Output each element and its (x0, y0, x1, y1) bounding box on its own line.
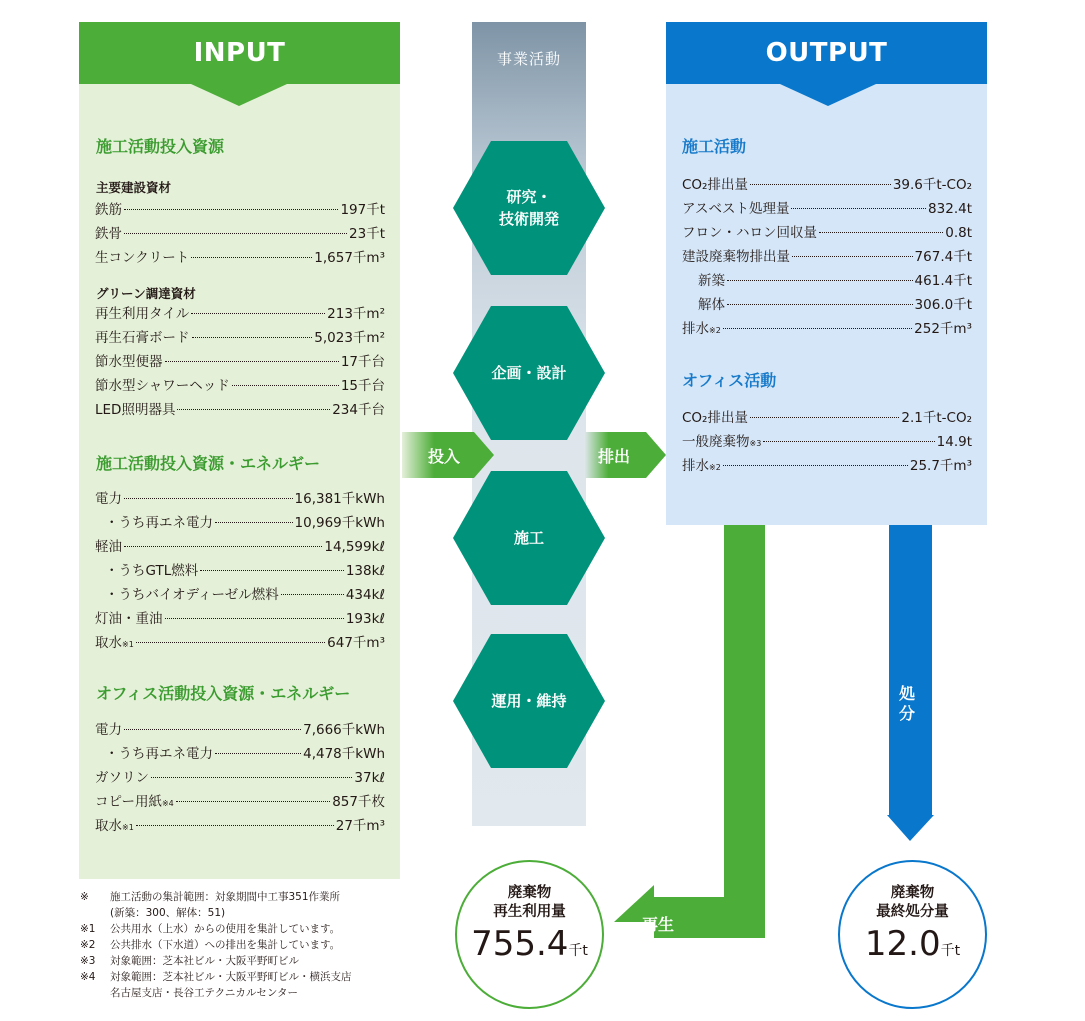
row-label: 鉄筋 (95, 202, 122, 218)
footnote-text: 公共用水（上水）からの使用を集計しています。 (110, 923, 341, 935)
data-row (105, 561, 385, 581)
row-label: ・うちバイオディーゼル燃料 (105, 587, 279, 603)
row-label: 取水 (95, 818, 122, 834)
stage-hexagon (453, 471, 605, 605)
input-arrow-label: 投入 (428, 447, 461, 466)
row-label: CO₂排出量 (682, 177, 748, 193)
row-label: 一般廃棄物 (682, 434, 750, 450)
row-value: 197千t (340, 202, 385, 218)
row-value: 5,023千m² (314, 330, 385, 346)
output-header-pointer (780, 84, 876, 106)
stage-hexagon (453, 306, 605, 440)
row-value: 23千t (349, 226, 385, 242)
data-row (95, 720, 385, 740)
row-value: 138kℓ (345, 563, 385, 579)
dot-leader (200, 570, 344, 571)
data-row: コピー用紙 ※4 857千枚 (95, 794, 385, 810)
row-label: LED照明器具 (95, 402, 176, 418)
dot-leader (281, 594, 344, 595)
disposal-amount-circle (838, 860, 987, 1009)
row-label: ・うち再エネ電力 (105, 515, 213, 531)
recycle-circle-unit: 千t (568, 943, 588, 959)
dot-leader (232, 385, 339, 386)
main-materials-title: 主要建設資材 (96, 180, 172, 195)
footnote-mark: ※ (80, 891, 89, 903)
dot-leader (192, 337, 313, 338)
dot-leader (727, 280, 913, 281)
output-header: OUTPUT (666, 22, 987, 84)
office-energy-title: オフィス活動投入資源・エネルギー (96, 684, 351, 703)
row-label: 建設廃棄物排出量 (682, 249, 790, 265)
row-value: 37kℓ (354, 770, 385, 786)
row-label: コピー用紙 (95, 794, 162, 810)
row-label: 軽油 (95, 539, 122, 555)
data-row: 排水 ※2 25.7千m³ (682, 458, 972, 474)
row-label: 排水 (682, 321, 709, 337)
recycle-flow (614, 525, 774, 945)
footnote (80, 938, 340, 953)
row-label: 新築 (698, 273, 725, 289)
data-row (95, 537, 385, 557)
data-row: 一般廃棄物 ※3 14.9t (682, 434, 972, 450)
row-value: 16,381千kWh (294, 491, 385, 507)
data-row (95, 328, 385, 348)
row-value: 252千m³ (914, 321, 972, 337)
dot-leader (723, 328, 912, 329)
data-row (682, 408, 972, 428)
row-value: 39.6千t-CO₂ (892, 177, 972, 193)
dot-leader (165, 618, 344, 619)
data-row (105, 513, 385, 533)
dot-leader (124, 498, 293, 499)
dot-leader (177, 409, 330, 410)
dot-leader (136, 642, 325, 643)
row-label: アスベスト処理量 (682, 201, 790, 217)
footnote-text: 公共排水（下水道）への排出を集計しています。 (110, 939, 341, 951)
row-label: ・うち再エネ電力 (105, 746, 213, 762)
dot-leader (151, 777, 352, 778)
row-label: 電力 (95, 722, 122, 738)
data-row (95, 352, 385, 372)
row-value: 0.8t (945, 225, 972, 241)
footnote-mark: ※2 (80, 939, 96, 951)
footnote (80, 970, 352, 985)
row-label: 電力 (95, 491, 122, 507)
data-row (95, 609, 385, 629)
stage-label: 企画・設計 (491, 364, 567, 382)
dot-leader (723, 465, 908, 466)
data-row (95, 248, 385, 268)
row-value: 647千m³ (327, 635, 385, 651)
data-row: 排水 ※2 252千m³ (682, 321, 972, 337)
data-row (682, 223, 972, 243)
row-value: 17千台 (340, 354, 385, 370)
row-label: 鉄骨 (95, 226, 122, 242)
footnote (80, 906, 225, 921)
dot-leader (792, 256, 913, 257)
row-label: 取水 (95, 635, 122, 651)
stage-label: 運用・維持 (491, 692, 567, 710)
output-construction-title: 施工活動 (682, 137, 747, 156)
row-label: 解体 (698, 297, 725, 313)
row-label: 生コンクリート (95, 250, 190, 266)
recycle-circle-value: 755.4 (471, 924, 569, 964)
dot-leader (215, 753, 301, 754)
construction-resources-title: 施工活動投入資源 (96, 137, 225, 156)
row-value: 234千台 (332, 402, 385, 418)
data-row (95, 489, 385, 509)
row-value: 10,969千kWh (294, 515, 385, 531)
stage-hexagon (453, 634, 605, 768)
dot-leader (136, 825, 334, 826)
disposal-circle-value: 12.0 (864, 924, 941, 964)
row-label: ・うちGTL燃料 (105, 563, 199, 579)
dot-leader (791, 208, 926, 209)
dot-leader (191, 313, 325, 314)
data-row: 取水 ※1 27千m³ (95, 818, 385, 834)
data-row (95, 224, 385, 244)
footnote (80, 954, 299, 969)
dot-leader (176, 801, 330, 802)
footnote-mark: ※3 (80, 955, 96, 967)
output-arrow-label: 排出 (598, 447, 631, 466)
data-row (95, 304, 385, 324)
row-value: 15千台 (340, 378, 385, 394)
footnote-mark: ※1 (80, 923, 96, 935)
stage-label: 研究・ 技術開発 (498, 188, 559, 228)
footnote-text: 対象範囲：芝本社ビル・大阪平野町ビル・横浜支店 (110, 971, 352, 983)
disposal-circle-unit: 千t (940, 943, 961, 959)
data-row (698, 295, 972, 315)
row-value: 25.7千m³ (909, 458, 972, 474)
dot-leader (727, 304, 913, 305)
dot-leader (124, 546, 322, 547)
footnote-text: 対象範囲：芝本社ビル・大阪平野町ビル (110, 955, 299, 967)
output-office-title: オフィス活動 (682, 371, 777, 390)
construction-energy-title: 施工活動投入資源・エネルギー (96, 454, 321, 473)
footnote (80, 890, 340, 905)
data-row (698, 271, 972, 291)
row-value: 14,599kℓ (324, 539, 385, 555)
dot-leader (124, 209, 338, 210)
data-row (682, 199, 972, 219)
row-value: 213千m² (327, 306, 385, 322)
footnote-mark: ※4 (80, 971, 96, 983)
row-value: 2.1千t-CO₂ (901, 410, 972, 426)
data-row (95, 376, 385, 396)
row-value: 767.4千t (914, 249, 972, 265)
data-row (95, 200, 385, 220)
business-activity-title: 事業活動 (496, 50, 561, 68)
data-row (105, 585, 385, 605)
footnote-text: (新築：300、解体：51) (110, 907, 226, 919)
row-label: 排水 (682, 458, 709, 474)
row-label: フロン・ハロン回収量 (682, 225, 817, 241)
row-value: 1,657千m³ (314, 250, 385, 266)
row-value: 306.0千t (914, 297, 972, 313)
data-row (682, 247, 972, 267)
dot-leader (165, 361, 339, 362)
footnote-text: 名古屋支店・長谷工テクニカルセンター (110, 987, 298, 999)
row-value: 434kℓ (345, 587, 385, 603)
row-label: 再生石膏ボード (95, 330, 190, 346)
row-value: 857千枚 (332, 794, 385, 810)
stage-hexagon (453, 141, 605, 275)
row-label: 灯油・重油 (95, 611, 163, 627)
row-value: 461.4千t (914, 273, 972, 289)
row-value: 193kℓ (345, 611, 385, 627)
green-materials-title: グリーン調達資材 (96, 286, 196, 301)
data-row (682, 175, 972, 195)
dot-leader (124, 233, 347, 234)
data-row (95, 768, 385, 788)
row-label: ガソリン (95, 770, 149, 786)
disposal-circle-title: 廃棄物 最終処分量 (876, 885, 949, 920)
row-label: CO₂排出量 (682, 410, 748, 426)
data-row: 取水 ※1 647千m³ (95, 635, 385, 651)
data-row (105, 744, 385, 764)
stage-label: 施工 (513, 529, 544, 547)
dot-leader (763, 441, 934, 442)
row-value: 832.4t (928, 201, 972, 217)
recycle-circle-title: 廃棄物 再生利用量 (493, 885, 566, 920)
footnote (80, 986, 298, 1001)
disposal-label: 処分 (899, 684, 916, 723)
recycle-amount-circle (455, 860, 604, 1009)
input-header: INPUT (79, 22, 400, 84)
dot-leader (124, 729, 301, 730)
data-row (95, 400, 385, 420)
row-label: 節水型便器 (95, 354, 163, 370)
dot-leader (750, 417, 899, 418)
row-label: 再生利用タイル (95, 306, 190, 322)
dot-leader (819, 232, 943, 233)
row-value: 4,478千kWh (303, 746, 385, 762)
dot-leader (215, 522, 293, 523)
footnote (80, 922, 340, 937)
footnote-text: 施工活動の集計範囲：対象期間中工事351作業所 (110, 891, 341, 903)
row-label: 節水型シャワーヘッド (95, 378, 230, 394)
dot-leader (191, 257, 312, 258)
input-header-pointer (191, 84, 287, 106)
row-value: 14.9t (936, 434, 972, 450)
dot-leader (750, 184, 891, 185)
row-value: 27千m³ (335, 818, 385, 834)
row-value: 7,666千kWh (303, 722, 385, 738)
recycle-label: 再生 (642, 915, 675, 934)
